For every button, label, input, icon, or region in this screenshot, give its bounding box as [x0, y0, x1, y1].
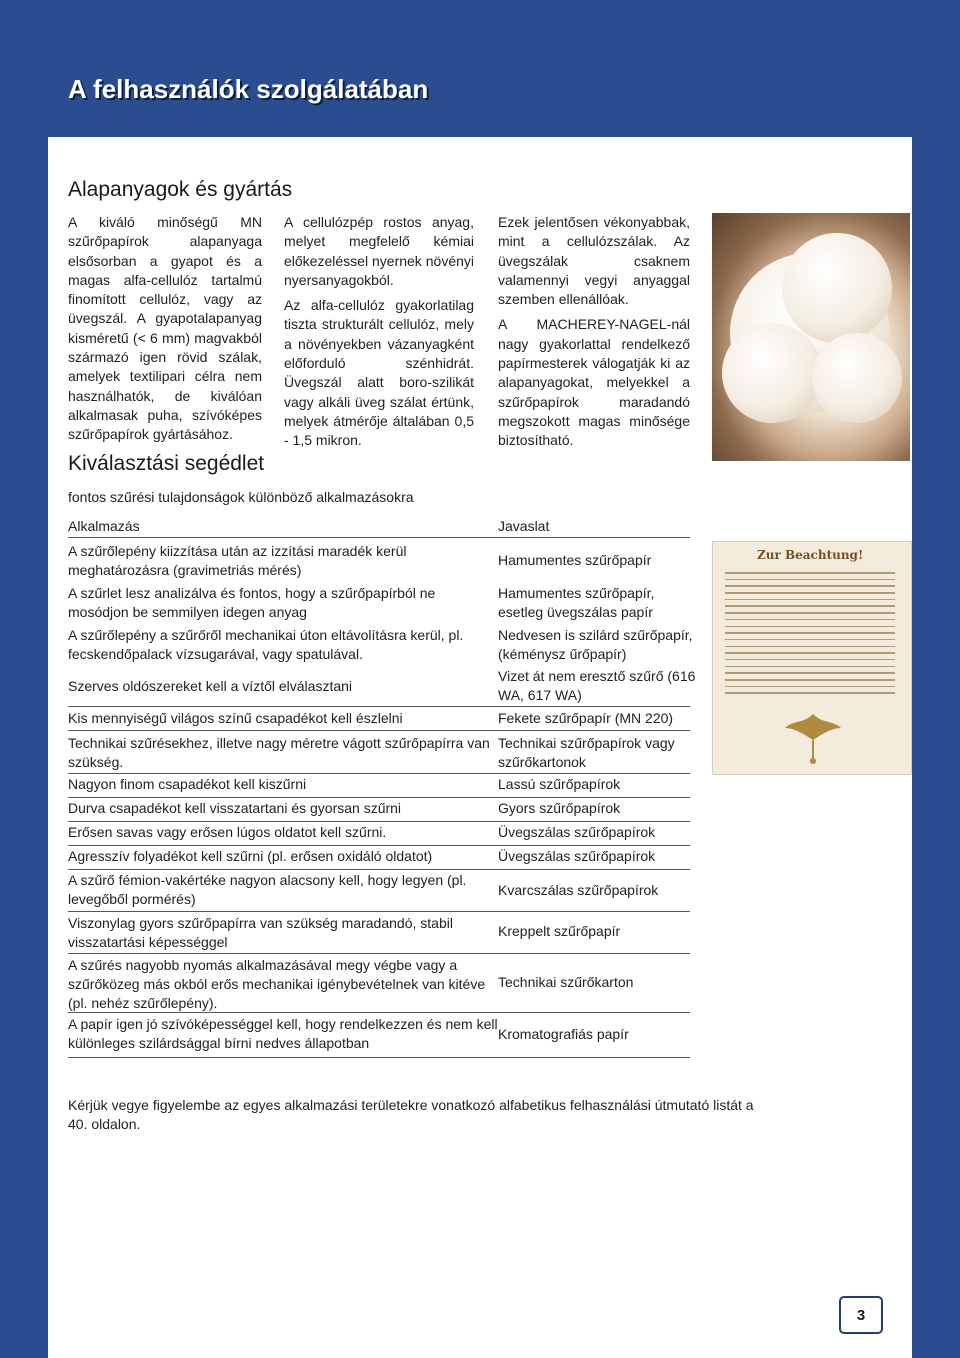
notice-text-lines — [725, 572, 895, 699]
table-row-rec: Kromatografiás papír — [498, 1026, 629, 1042]
table-row-app: Erősen savas vagy erősen lúgos oldatot kell szűrni. — [68, 824, 387, 840]
section-title-materials: Alapanyagok és gyártás — [68, 178, 293, 201]
right-blue-bar — [912, 137, 960, 1358]
table-row-app: Agresszív folyadékot kell szűrni (pl. erősen oxidáló oldatot) — [68, 848, 433, 864]
table-row-app: Durva csapadékot kell visszatartani és gyorsan szűrni — [68, 800, 402, 816]
table-row-rec: Lassú szűrőpapírok — [498, 776, 621, 792]
paragraph: A cellulózpép rostos anyag, melyet megfelelő kémiai előkezeléssel nyernek növényi nyersanyagokból. — [284, 214, 474, 288]
table-row-app: A szűrlet lesz analizálva és fontos, hogy a szűrőpapírból ne mosódjon be semmilyen idegen anyag — [68, 585, 436, 620]
row-rule — [68, 821, 690, 822]
row-rule — [68, 911, 690, 912]
header-banner — [0, 0, 960, 137]
table-row-app: Viszonylag gyors szűrőpapírra van szükség maradandó, stabil visszatartási képességgel — [68, 915, 453, 950]
table-row-app: A szűrőlepény a szűrőről mechanikai úton eltávolításra kerül, pl. fecskendőpalack vízsugarával, vagy spatulával. — [68, 627, 464, 662]
table-row-rec: Hamumentes szűrőpapír, esetleg üvegszálas papír — [498, 585, 655, 620]
table-row-rec: Hamumentes szűrőpapír — [498, 552, 652, 568]
row-rule — [68, 797, 690, 798]
column-header-application: Alkalmazás — [68, 518, 140, 534]
paragraph: A MACHEREY-NAGEL-nál nagy gyakorlattal rendelkező papírmesterek válogatják ki az alapanyagokat, melyekkel a szűrőpapírok maradandó megszokott magas minősége biztosítható. — [498, 316, 690, 449]
notice-card-image — [712, 541, 912, 775]
cotton-photo — [712, 213, 910, 461]
table-row-app: Nagyon finom csapadékot kell kiszűrni — [68, 776, 307, 792]
table-row-app: A szűrőlepény kiizzítása után az izzítási maradék kerül meghatározásra (gravimetriás mérés) — [68, 543, 407, 578]
table-row-rec: Technikai szűrőpapírok vagy szűrőkartonok — [498, 735, 675, 770]
row-rule — [68, 845, 690, 846]
table-row-app: A papír igen jó szívóképességgel kell, hogy rendelkezzen és nem kell különleges szilárdsággal bírni nedves állapotban — [68, 1016, 498, 1051]
footnote: Kérjük vegye figyelembe az egyes alkalmazási területekre vonatkozó alfabetikus felhasználási útmutató listát a 40. oldalon. — [68, 1097, 754, 1132]
page-number: 3 — [839, 1296, 883, 1334]
text-column-1 — [68, 213, 262, 451]
guide-intro: fontos szűrési tulajdonságok különböző alkalmazásokra — [68, 489, 414, 505]
text-column-3 — [498, 213, 690, 457]
table-row-rec: Gyors szűrőpapírok — [498, 800, 621, 816]
table-row-app: Technikai szűrésekhez, illetve nagy méretre vágott szűrőpapírra van szükség. — [68, 735, 490, 770]
table-row-app: A szűrő fémion-vakértéke nagyon alacsony kell, hogy legyen (pl. levegőből pormérés) — [68, 872, 467, 907]
row-rule — [68, 1057, 690, 1058]
paragraph: Az alfa-cellulóz gyakorlatilag tiszta strukturált cellulóz, mely a növényekben vázanyagként előforduló szénhidrát. Üvegszál alatt boro-szilikát vagy alkáli üveg szálat értünk, melyek átmérője általában 0,5 - 1,5 mikron. — [284, 297, 474, 449]
table-row-app: Szerves oldószereket kell a víztől elválasztani — [68, 678, 353, 694]
section-title-guide: Kiválasztási segédlet — [68, 452, 265, 475]
table-row-rec: Technikai szűrőkarton — [498, 974, 634, 990]
table-row-rec: Üvegszálas szűrőpapírok — [498, 848, 656, 864]
table-row-rec: Vizet át nem eresztő szűrő (616 WA, 617 WA) — [498, 668, 696, 703]
column-header-recommendation: Javaslat — [498, 518, 550, 534]
table-row-rec: Fekete szűrőpapír (MN 220) — [498, 710, 674, 726]
row-rule — [68, 869, 690, 870]
table-row-rec: Kreppelt szűrőpapír — [498, 923, 621, 939]
paragraph: Ezek jelentősen vékonyabbak, mint a cellulózszálak. Az üvegszálak csaknem valamennyi vegyi anyaggal szemben ellenállóak. — [498, 214, 690, 308]
row-rule — [68, 953, 690, 954]
header-rule — [68, 537, 690, 538]
table-row-app: Kis mennyiségű világos színű csapadékot kell észlelni — [68, 710, 403, 726]
row-rule — [68, 706, 690, 707]
page-title: A felhasználók szolgálatában — [68, 74, 429, 104]
text-column-2 — [284, 213, 474, 457]
row-rule — [68, 1012, 690, 1013]
row-rule — [68, 730, 690, 731]
notice-title: Zur Beachtung! — [757, 548, 864, 562]
row-rule — [68, 773, 690, 774]
table-row-rec: Üvegszálas szűrőpapírok — [498, 824, 656, 840]
left-blue-bar — [0, 137, 48, 1358]
ornament-icon — [773, 706, 853, 766]
table-row-rec: Kvarcszálas szűrőpapírok — [498, 882, 659, 898]
table-row-rec: Nedvesen is szilárd szűrőpapír, (kéménysz űrőpapír) — [498, 627, 693, 662]
paragraph: A kiváló minőségű MN szűrőpapírok alapanyaga elsősorban a gyapot és a magas alfa-cellulóz tartalmú finomított cellulóz, vagy az üvegszál. A gyapotalapanyag kisméretű (< 6 mm) magvakból származó igen rövid szálak, amelyek textilipari célra nem használhatók, de kiválóan alkalmasak puha, szívóképes szűrőpapírok gyártásához. — [68, 214, 262, 443]
table-row-app: A szűrés nagyobb nyomás alkalmazásával megy végbe vagy a szűrőközeg más okból erős mechanikai igénybevételnek van kitéve (pl. nehéz szűrőlepény). — [68, 957, 486, 1011]
